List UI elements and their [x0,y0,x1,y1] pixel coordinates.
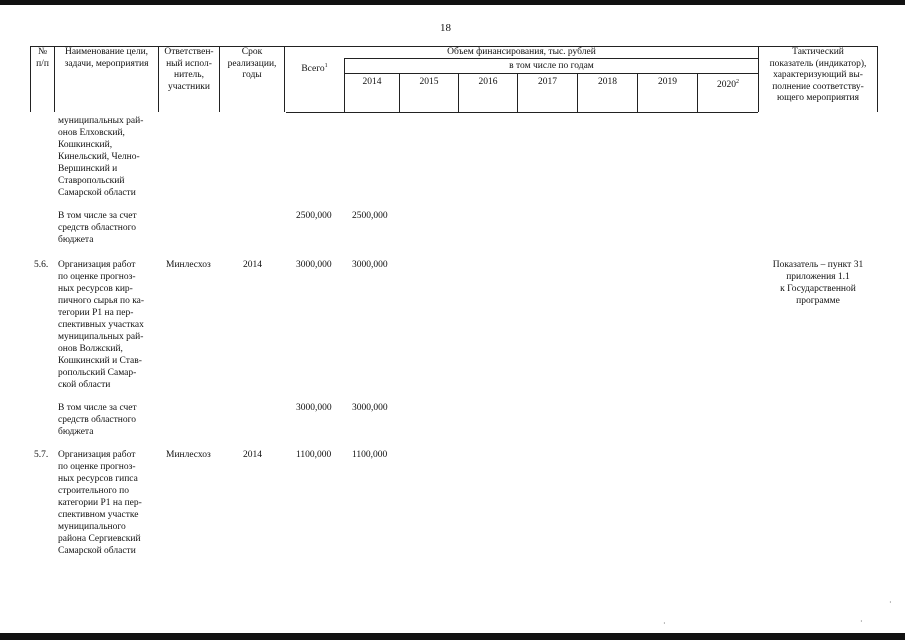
header-responsible: Ответствен- ный испол- нитель, участники [164,47,214,92]
header-funding: Объем финансирования, тыс. рублей [447,47,596,57]
row-name-subtotal: В том числе за счет средств областного бюджета [58,211,137,245]
header-year: 2018 [598,77,617,87]
row-name-continuation: муниципальных рай- онов Елховский, Кошкинский, Кинельский, Челно- Вершинский и Ставропольский Самарской области [58,116,144,198]
row-2014: 2500,000 [352,211,388,221]
row-term: 2014 [243,450,262,460]
row-total: 1100,000 [296,450,332,460]
row-name: Организация работ по оценке прогноз- ных ресурсов гипса строительного по категории Р1 на пер- спективном участке муниципального района Сергиевский Самарской области [58,450,142,556]
row-responsible: Минлесхоз [166,260,211,270]
row-total: 2500,000 [296,211,332,221]
row-name: Организация работ по оценке прогноз- ных ресурсов кир- пичного сырья по ка- тегории Р1 на пер- спективных участках муниципальных рай- онов Волжский, Кошкинский и Став- ропольский Самар- ской области [58,260,145,390]
row-number: 5.7. [34,450,49,460]
header-name: Наименование цели, задачи, мероприятия [64,47,149,69]
header-indicator: Тактический показатель (индикатор), характеризующий вы- полнение соответству- ющего мероприятия [769,47,867,103]
header-year: 2020$^2$ [717,79,739,91]
scan-speck: · [860,617,863,626]
header-number: № п/п [36,47,49,69]
header-year: 2019 [658,77,677,87]
header-year: 2017 [538,77,557,87]
row-responsible: Минлесхоз [166,450,211,460]
header-year: 2016 [478,77,498,87]
header-total: Всего$^1$ [301,63,328,75]
row-total: 3000,000 [296,403,332,413]
page-number: 18 [440,22,451,34]
row-term: 2014 [243,260,262,270]
scan-speck: · [663,619,666,628]
header-by-years: в том числе по годам [509,61,594,71]
row-total: 3000,000 [296,260,332,270]
row-name-subtotal: В том числе за счет средств областного бюджета [58,403,137,437]
top-border [0,0,905,5]
row-indicator: Показатель – пункт 31 приложения 1.1 к Государственной программе [772,260,864,306]
row-2014: 3000,000 [352,260,388,270]
header-year: 2015 [419,77,439,87]
header-term: Срок реализации, годы [227,47,277,80]
row-2014: 3000,000 [352,403,388,413]
row-number: 5.6. [34,260,49,270]
header-year: 2014 [362,77,382,87]
bottom-border [0,633,905,640]
scan-speck: · [889,598,892,607]
row-2014: 1100,000 [352,450,388,460]
